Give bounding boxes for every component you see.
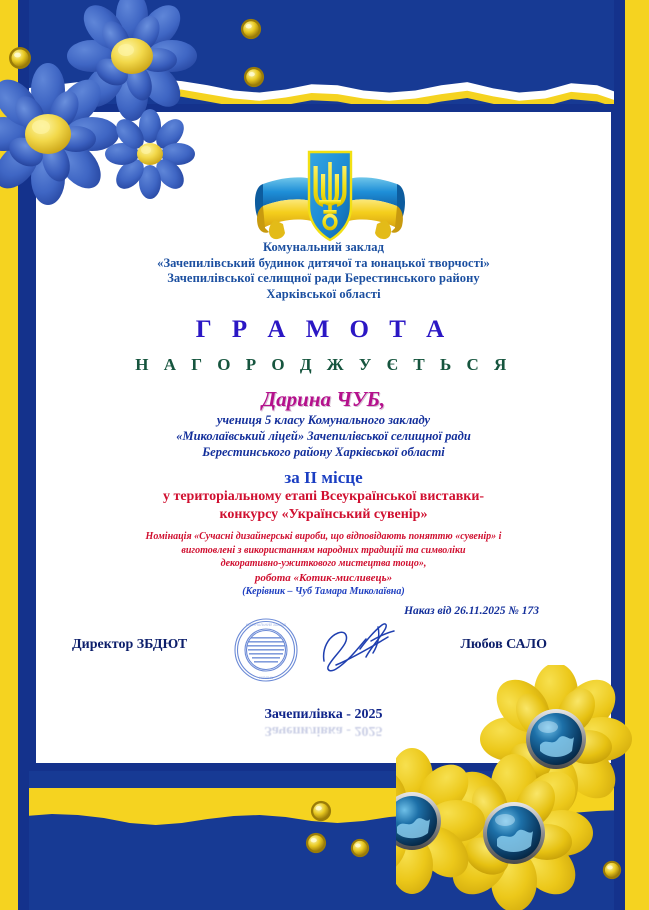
ukrainian-coat-of-arms-icon <box>253 140 407 250</box>
organization-block <box>36 240 611 302</box>
decorative-gem-bottom-1 <box>305 832 327 854</box>
recipient-detail-2: «Миколаївський ліцей» Зачепилівської селищної ради <box>176 429 471 443</box>
official-stamp-icon <box>226 612 306 688</box>
award-place: за II місце <box>284 468 363 487</box>
work-title: робота «Котик-мисливець» <box>254 571 393 584</box>
decorative-blue-flowers-top-left <box>0 0 200 209</box>
mentor-name: (Керівник – Чуб Тамара Миколаївна) <box>242 585 405 597</box>
contest-block <box>36 488 611 524</box>
recipient-detail-3: Берестинського району Харківської області <box>202 445 445 459</box>
svg-text:КОМУНАЛЬНИЙ ЗАКЛАД: КОМУНАЛЬНИЙ ЗАКЛАД <box>245 623 287 627</box>
decorative-gem-bottom-2 <box>350 838 370 858</box>
org-line-1: Комунальний заклад <box>263 240 384 254</box>
decorative-gem-bottom-3 <box>310 800 332 822</box>
org-line-4: Харківської області <box>266 286 381 301</box>
decorative-gem-top-left-1 <box>8 46 32 70</box>
org-line-3: Зачепилівської селищної ради Берестинського району <box>167 271 480 285</box>
decorative-gem-top-2 <box>243 66 265 88</box>
certificate-title: Г Р А М О Т А <box>195 316 452 343</box>
contest-line-1: у територіальному етапі Всеукраїнської виставки- <box>162 489 485 504</box>
handwritten-signature-icon <box>316 615 406 677</box>
decorative-gem-bottom-right <box>602 860 622 880</box>
org-line-2: «Зачепилівський будинок дитячої та юнацької творчості» <box>157 255 490 270</box>
signer-title: Директор ЗБДЮТ <box>72 637 188 652</box>
order-reference: Наказ від 26.11.2025 № 173 <box>404 605 539 617</box>
nomination-line-2: виготовлені з використанням народних традицій та символіки <box>181 544 466 556</box>
award-verb: Н А Г О Р О Д Ж У Є Т Ь С Я <box>135 355 512 374</box>
recipient-name: Дарина ЧУБ, <box>261 387 386 411</box>
footer-reflection: Зачепилівка - 2025 <box>264 723 383 738</box>
nomination-block <box>36 530 611 571</box>
decorative-gem-top-1 <box>240 18 262 40</box>
contest-line-2: конкурсу «Український сувенір» <box>219 507 428 522</box>
recipient-details <box>36 412 611 460</box>
signer-name: Любов САЛО <box>460 637 547 652</box>
footer-place-year: Зачепилівка - 2025 <box>264 707 383 722</box>
nomination-line-3: декоративно-ужиткового мистецтва тощо», <box>220 558 427 569</box>
nomination-line-1: Номінація «Сучасні дизайнерські вироби, що відповідають поняттю «сувенір» і <box>145 531 502 542</box>
recipient-detail-1: учениця 5 класу Комунального закладу <box>216 413 431 427</box>
svg-text:УКРАЇНА: УКРАЇНА <box>258 676 274 680</box>
certificate-content <box>36 240 611 599</box>
